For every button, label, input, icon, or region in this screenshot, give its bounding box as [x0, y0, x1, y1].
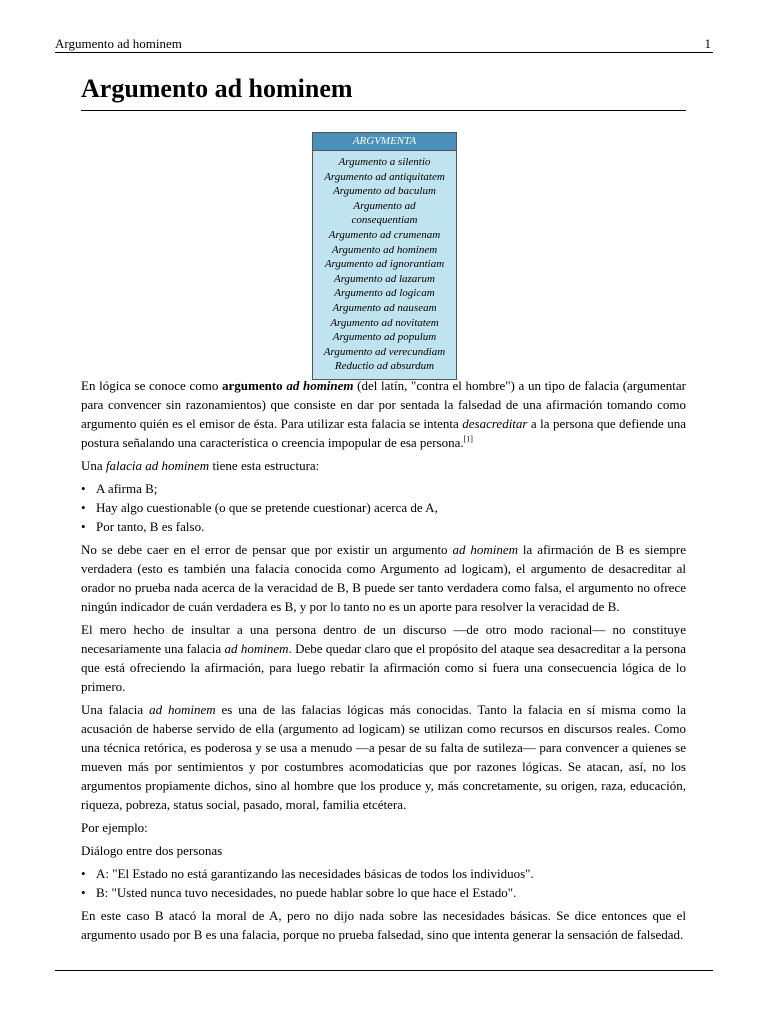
paragraph-rhetoric: Una falacia ad hominem es una de las falacias lógicas más conocidas. Tanto la falacia en sí misma como la acusación de haberse servido de ella (argumento ad logicam) se utilizan como recursos en discursos reales. Como una técnica retórica, es poderosa y se usa a menudo —a pesar de su falta de sutileza— para convencer a quienes se mueven más por sentimientos y por costumbres acomodaticias que por razones lógicas. Se atacan, así, no los argumentos propiamente dichos, sino al hombre que los produce y, más concretamente, su origen, raza, educación, riqueza, pobreza, status social, pasado, moral, familia etcétera.: [81, 702, 686, 812]
running-header: [55, 36, 713, 53]
running-title: Argumento ad hominem: [55, 36, 182, 51]
infobox-link[interactable]: Argumento ad antiquitatem: [324, 170, 445, 183]
infobox-link[interactable]: Argumento ad logicam: [334, 287, 435, 300]
list-item: • A afirma B;: [96, 479, 686, 498]
list-item: • Por tanto, B es falso.: [96, 517, 686, 536]
paragraph-dialog-intro: Diálogo entre dos personas: [81, 843, 223, 858]
infobox-link[interactable]: Argumento ad ignorantiam: [324, 258, 445, 271]
paragraph-example-intro: Por ejemplo:: [81, 820, 148, 835]
infobox-list: [313, 151, 456, 379]
infobox-link[interactable]: Argumento ad crumenam: [328, 228, 441, 241]
infobox-link[interactable]: Argumento ad hominem: [331, 243, 438, 256]
paragraph-conclusion: En este caso B atacó la moral de A, pero no dijo nada sobre las necesidades básicas. Se dice entonces que el argumento usado por B es una falacia, porque no prueba falsedad, sino que intenta generar la sensación de falsedad.: [81, 908, 686, 942]
infobox-link[interactable]: Argumento ad lazarum: [333, 272, 436, 285]
structure-paragraph: Una falacia ad hominem tiene esta estructura:: [81, 458, 320, 473]
infobox-link[interactable]: Argumento ad nauseam: [332, 301, 437, 314]
dialog-list: [81, 864, 686, 902]
paragraph-insult: El mero hecho de insultar a una persona dentro de un discurso —de otro modo racional— no constituye necesariamente una falacia ad hominem. Debe quedar claro que el propósito del ataque sea desacreditar a la persona que está ofreciendo la afirmación, para luego rebatir la afirmación como si fuera una consecuencia lógica de lo primero.: [81, 622, 686, 694]
infobox-link[interactable]: Argumento ad populum: [332, 331, 437, 344]
infobox-link[interactable]: Argumento ad novitatem: [330, 316, 439, 329]
list-item: • Hay algo cuestionable (o que se pretende cuestionar) acerca de A,: [96, 498, 686, 517]
article-body: [81, 376, 686, 948]
infobox-link[interactable]: Reductio ad absurdum: [334, 360, 435, 373]
infobox-link[interactable]: Argumento a silentio: [338, 156, 431, 168]
infobox-heading: ARGVMENTA: [313, 133, 456, 151]
intro-paragraph: En lógica se conoce como argumento ad hominem (del latín, "contra el hombre") a un tipo de falacia (argumentar para convencer sin razonamientos) que consiste en dar por sentada la falsedad de una afirmación tomando como argumento quién es el emisor de ésta. Para utilizar esta falacia se intenta desacreditar a la persona que defiende una postura señalando una característica o creencia impopular de esa persona.[1]: [81, 378, 686, 450]
reference-link[interactable]: [1]: [463, 434, 473, 444]
structure-list: [81, 479, 686, 536]
page-title: Argumento ad hominem: [81, 70, 686, 111]
paragraph-error: No se debe caer en el error de pensar que por existir un argumento ad hominem la afirmación de B es siempre verdadera (esto es también una falacia conocida como Argumento ad logicam), el argumento de desacreditar al orador no prueba nada acerca de la veracidad de B, B puede ser tanto verdadera como falsa, el argumento no ofrece ningún indicador de cuán verdadera es B, y por lo tanto no es un aporte para resolver la veracidad de B.: [81, 542, 686, 614]
footer-divider: [55, 970, 713, 971]
page-number: 1: [704, 36, 711, 51]
infobox-link[interactable]: Argumento ad baculum: [333, 185, 436, 198]
infobox-link[interactable]: Argumento ad consequentiam: [351, 199, 418, 227]
argumenta-infobox: [312, 132, 457, 380]
infobox-link[interactable]: Argumento ad verecundiam: [323, 345, 446, 358]
list-item: • B: "Usted nunca tuvo necesidades, no puede hablar sobre lo que hace el Estado".: [96, 883, 686, 902]
list-item: • A: "El Estado no está garantizando las necesidades básicas de todos los individuos".: [96, 864, 686, 883]
